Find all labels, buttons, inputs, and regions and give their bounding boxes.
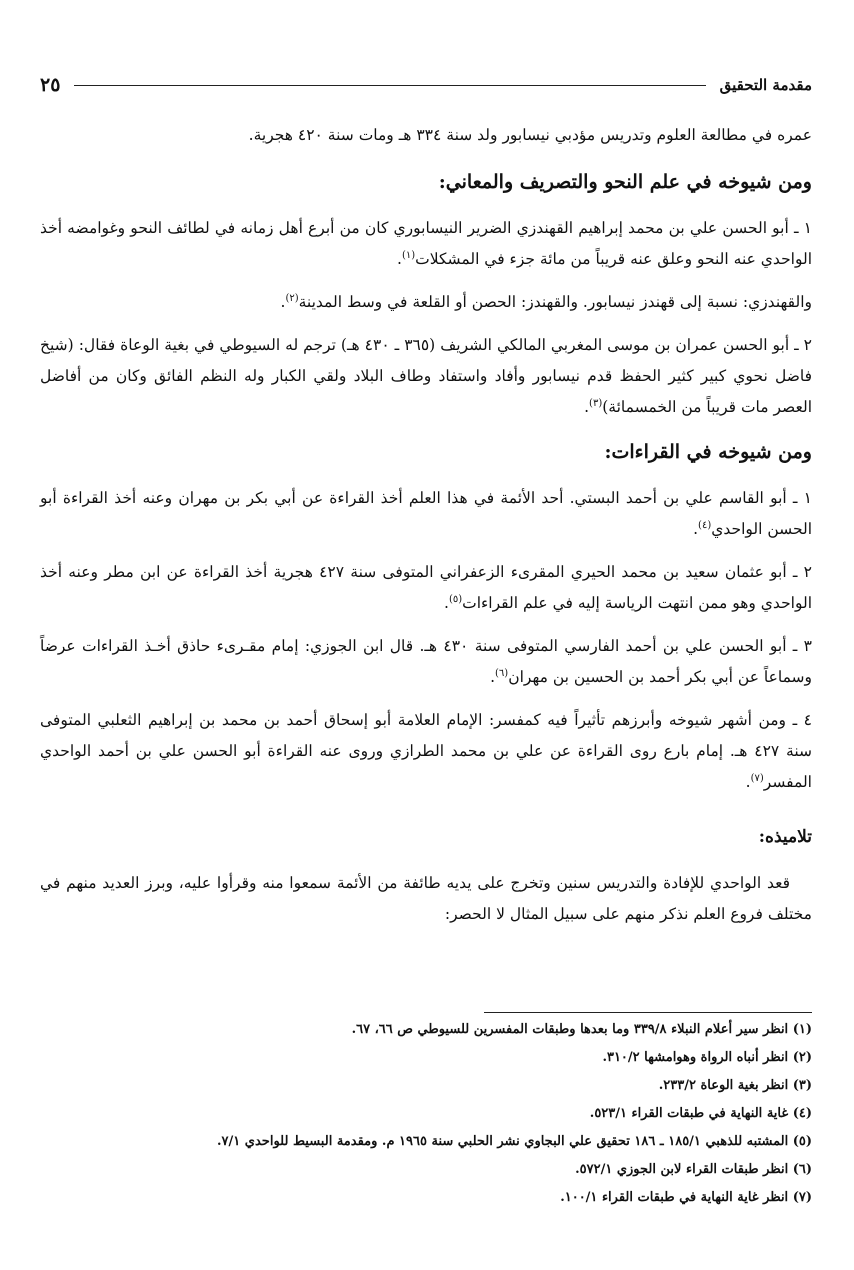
recitation-teacher-1: ١ ـ أبو القاسم علي بن أحمد البستي. أحد الأئمة في هذا العلم أخذ القراءة عن أبي بكر بن مهران وعنه أخذ القراءة أبو الحسن الواحدي$^{(٤)}$. bbox=[40, 489, 812, 538]
paragraph-text: ٤ ـ ومن أشهر شيوخه وأبرزهم تأثيراً فيه كمفسر: الإمام العلامة أبو إسحاق أحمد بن محمد بن إبراهيم الثعلبي المتوفى سنة ٤٢٧ هـ. إمام بارع روى القراءة عن علي بن محمد الطرازي وروى عنه القراءة أبو الحسن علي بن أحمد الواحدي المفسر bbox=[40, 711, 813, 791]
intro-paragraph: عمره في مطالعة العلوم وتدريس مؤدبي نيسابور ولد سنة ٣٣٤ هـ ومات سنة ٤٢٠ هجرية. bbox=[248, 126, 812, 144]
section-heading-students: تلاميذه: bbox=[758, 827, 812, 847]
recitation-teacher-3: ٣ ـ أبو الحسن علي بن أحمد الفارسي المتوفى سنة ٤٣٠ هـ. قال ابن الجوزي: إمام مقـرىء حاذق أخـذ القراءات عرضاً وسماعاً عن أبي بكر أحمد بن الحسين بن مهران$^{(٦)}$. bbox=[40, 637, 812, 686]
main-text bbox=[40, 120, 812, 942]
footnote-1: (١) انظر سير أعلام النبلاء ٣٣٩/٨ وما بعدها وطبقات المفسرين للسيوطي ص ٦٦، ٦٧. bbox=[351, 1022, 812, 1037]
footnote-6: (٦) انظر طبقات القراء لابن الجوزي ٥٧٢/١. bbox=[575, 1162, 812, 1177]
page-number: ٢٥ bbox=[40, 74, 61, 96]
students-paragraph: قعد الواحدي للإفادة والتدريس سنين وتخرج على يديه طائفة من الأئمة سمعوا منه وقرأوا عليه، وبرز العديد منهم في مختلف فروع العلم نذكر منهم على سبيل المثال لا الحصر: bbox=[40, 874, 812, 923]
grammar-teacher-2: ٢ ـ أبو الحسن عمران بن موسى المغربي المالكي الشريف (٣٦٥ ـ ٤٣٠ هـ) ترجم له السيوطي في بغية الوعاة فقال: (شيخ فاضل نحوي كبير كثير الحفظ قدم نيسابور وأفاد واستفاد وطاف البلاد ولقي الكبار وله النظم الفائق وكان من أفاضل العصر مات قريباً من الخمسمائة)$^{(٣)}$. bbox=[40, 336, 812, 416]
footnote-4: (٤) غاية النهاية في طبقات القراء ٥٢٣/١. bbox=[589, 1106, 812, 1121]
header-rule bbox=[74, 85, 705, 86]
section-heading-grammar: ومن شيوخه في علم النحو والتصريف والمعاني: bbox=[438, 171, 812, 193]
paragraph-text: ٣ ـ أبو الحسن علي بن أحمد الفارسي المتوفى سنة ٤٣٠ هـ. قال ابن الجوزي: إمام مقـرىء حاذق أخـذ القراءات عرضاً وسماعاً عن أبي بكر أحمد بن الحسين بن مهران bbox=[40, 637, 812, 686]
footnote-ref[interactable]: (٧) bbox=[750, 772, 764, 784]
grammar-teacher-1: ١ ـ أبو الحسن علي بن محمد إبراهيم القهندزي الضرير النيسابوري كان من أبرع أهل زمانه في لطائف النحو وغوامضه أخذ الواحدي عنه النحو وعلق عنه قريباً من مائة جزء في المشكلات$^{(١)}$. bbox=[40, 219, 812, 268]
book-page bbox=[40, 0, 812, 1270]
paragraph-text: ٢ ـ أبو عثمان سعيد بن محمد الحيري المقرىء الزعفراني المتوفى سنة ٤٢٧ هجرية أخذ القراءة عن ابن مطر وعنه أخذ الواحدي وهو ممن انتهت الرياسة إليه في علم القراءات bbox=[40, 563, 812, 612]
footnote-ref[interactable]: (٤) bbox=[698, 519, 712, 531]
footnotes bbox=[40, 1016, 812, 1212]
recitation-teacher-2: ٢ ـ أبو عثمان سعيد بن محمد الحيري المقرىء الزعفراني المتوفى سنة ٤٢٧ هجرية أخذ القراءة عن ابن مطر وعنه أخذ الواحدي وهو ممن انتهت الرياسة إليه في علم القراءات$^{(٥)}$. bbox=[40, 563, 812, 612]
footnote-7: (٧) انظر غاية النهاية في طبقات القراء ١٠٠/١. bbox=[560, 1190, 812, 1205]
footnote-ref[interactable]: (٥) bbox=[448, 593, 463, 605]
paragraph-text: ٢ ـ أبو الحسن عمران بن موسى المغربي المالكي الشريف (٣٦٥ ـ ٤٣٠ هـ) ترجم له السيوطي في بغية الوعاة فقال: (شيخ فاضل نحوي كبير كثير الحفظ قدم نيسابور وأفاد واستفاد وطاف البلاد ولقي الكبار وله النظم الفائق وكان من أفاضل العصر مات قريباً من الخمسمائة) bbox=[40, 336, 812, 416]
footnote-separator bbox=[484, 1012, 812, 1013]
chapter-title: مقدمة التحقيق bbox=[719, 76, 812, 94]
paragraph-text: والقهندزي: نسبة إلى قهندز نيسابور. والقهندز: الحصن أو القلعة في وسط المدينة bbox=[298, 293, 812, 311]
paragraph-text: ١ ـ أبو الحسن علي بن محمد إبراهيم القهندزي الضرير النيسابوري كان من أبرع أهل زمانه في لطائف النحو وغوامضه أخذ الواحدي عنه النحو وعلق عنه قريباً من مائة جزء في المشكلات bbox=[40, 219, 812, 268]
footnote-ref[interactable]: (٢) bbox=[285, 292, 299, 304]
footnote-ref[interactable]: (٦) bbox=[495, 667, 509, 679]
footnote-3: (٣) انظر بغية الوعاة ٢٣٣/٢. bbox=[658, 1078, 812, 1093]
footnote-ref[interactable]: (١) bbox=[401, 249, 416, 261]
footnote-5: (٥) المشتبه للذهبي ١٨٥/١ ـ ١٨٦ تحقيق علي البجاوي نشر الحلبي سنة ١٩٦٥ م. ومقدمة البسيط للواحدي ٧/١. bbox=[217, 1134, 812, 1149]
section-heading-recitations: ومن شيوخه في القراءات: bbox=[604, 441, 812, 463]
recitation-teacher-4: ٤ ـ ومن أشهر شيوخه وأبرزهم تأثيراً فيه كمفسر: الإمام العلامة أبو إسحاق أحمد بن محمد بن إبراهيم الثعلبي المتوفى سنة ٤٢٧ هـ. إمام بارع روى القراءة عن علي بن محمد الطرازي وروى عنه القراءة أبو الحسن علي بن أحمد الواحدي المفسر$^{(٧)}$. bbox=[40, 711, 813, 791]
footnote-2: (٢) انظر أنباه الرواة وهوامشها ٣١٠/٢. bbox=[602, 1050, 812, 1065]
paragraph-text: ١ ـ أبو القاسم علي بن أحمد البستي. أحد الأئمة في هذا العلم أخذ القراءة عن أبي بكر بن مهران وعنه أخذ القراءة أبو الحسن الواحدي bbox=[40, 489, 812, 538]
running-header bbox=[40, 70, 812, 100]
grammar-note: والقهندزي: نسبة إلى قهندز نيسابور. والقهندز: الحصن أو القلعة في وسط المدينة$^{(٢)}$. bbox=[280, 292, 812, 311]
footnote-ref[interactable]: (٣) bbox=[589, 397, 603, 409]
